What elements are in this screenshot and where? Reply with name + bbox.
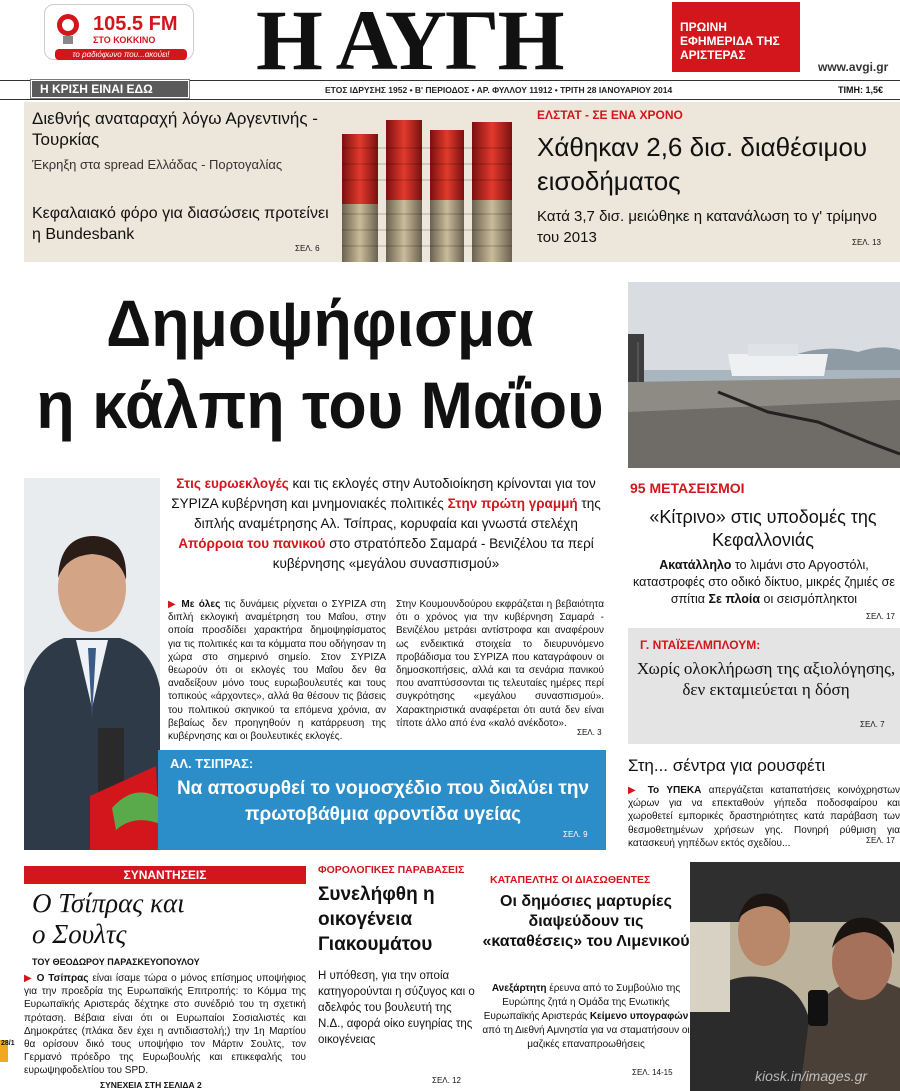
- tax-body: Η υπόθεση, για την οποία κατηγορούνται η σύζυγος και ο αδελφός του βουλευτή της Ν.Δ., αφορά οίκο ευγηρίας της οικογένειας: [318, 970, 475, 1046]
- synantiseis-lead: Ο Τσίπρας: [36, 973, 89, 984]
- quake-body-bold-1: Ακατάλληλο: [659, 558, 732, 572]
- tax-headline[interactable]: Συνελήφθη η οικογένεια Γιακουμάτου: [318, 884, 435, 955]
- intl-turmoil-headline[interactable]: Διεθνής αναταραχή λόγω Αργεντινής - Τουρκίας: [32, 109, 318, 149]
- arrow-icon: ▶: [24, 973, 33, 984]
- arrow-icon: ▶: [168, 599, 178, 610]
- continued-ref: ΣΥΝΕΧΕΙΑ ΣΤΗ ΣΕΛΙΔΑ 2: [100, 1080, 202, 1090]
- lead-text-1: και τις εκλογές στην Αυτοδιοίκηση κρίνονται για τον ΣΥΡΙΖΑ κυβέρνηση και μνημονιακές πολιτικές: [171, 476, 596, 511]
- health-bill-kicker: ΑΛ. ΤΣΙΠΡΑΣ:: [170, 756, 254, 771]
- spread-subhead: Έκρηξη στα spread Ελλάδας - Πορτογαλίας: [32, 157, 283, 172]
- lead-text-3: στο στρατόπεδο Σαμαρά - Βενιζέλου τα περί κυβέρνησης «μεγάλου συνασπισμού»: [272, 536, 594, 571]
- page-ref: ΣΕΛ. 13: [852, 238, 881, 247]
- synantiseis-text: είναι ίσαμε τώρα ο μόνος επίσημος υποψήφιος για την προεδρία της Ευρωπαϊκής Επιτροπής: το Κόμμα της Ευρωπαϊκής Αριστεράς δέχτηκε στο συνέδριό του τη σχετική πρόταση. Βέβαια είναι ότι οι Ευρωπαίοι Σοσιαλιστές και Δημοκράτες (πλάκα δεν έχει η αντιδιαστολή;) την 1η Μαρτίου θα ορίσουν δικό τους υποψήφιο τον Μάρτιν Σουλτς, τον Γερμανό πρόεδρο της Ευρωβουλής και επικεφαλής του ευρωψηφοδελτίου του SPD.: [24, 973, 306, 1077]
- tax-kicker: ΦΟΡΟΛΟΓΙΚΕΣ ΠΑΡΑΒΑΣΕΙΣ: [318, 864, 465, 876]
- survivors-bold-1: Ανεξάρτητη: [491, 983, 547, 994]
- protest-photo: [690, 862, 900, 1091]
- section-label: [30, 79, 190, 99]
- radio-ad[interactable]: [44, 4, 194, 60]
- tagline-box: ΠΡΩΙΝΗ ΕΦΗΜΕΡΙΔΑ ΤΗΣ ΑΡΙΣΤΕΡΑΣ: [672, 2, 800, 72]
- newspaper-logo[interactable]: Η ΑΥΓΗ: [256, 0, 563, 88]
- health-bill-headline[interactable]: Να αποσυρθεί το νομοσχέδιο που διαλύει την πρωτοβάθμια φροντίδα υγείας: [176, 778, 590, 825]
- survivors-kicker: ΚΑΤΑΠΕΛΤΗΣ ΟΙ ΔΙΑΣΩΘΕΝΤΕΣ: [490, 874, 651, 886]
- consumption-subhead: Κατά 3,7 δισ. μειώθηκε η κατανάλωση το γ' τρίμηνο του 2013: [537, 208, 877, 246]
- dijsselbloem-kicker: Γ. ΝΤΑΪΣΕΛΜΠΛΟΥΜ:: [640, 638, 761, 652]
- quake-body: [628, 557, 900, 608]
- main-story-col1: [168, 598, 386, 743]
- website-link[interactable]: www.avgi.gr: [818, 60, 889, 74]
- survivors-body: [482, 982, 690, 1052]
- sentra-text: απεργάζεται καταπατήσεις κοινόχρηστων χώρων για να επεκταθούν γήπεδα ποδοσφαίρου και χωροθετεί εμπορικές δραστηριότητες κατά παράβαση των θεσμοθετημένων χρήσεων γης. Πονηρή ρύθμιση για κατασκευή γηπέδων εκτός σχεδίου...: [628, 785, 900, 849]
- quake-kicker: 95 ΜΕΤΑΣΕΙΣΜΟΙ: [630, 480, 745, 496]
- section-label-text: Η ΚΡΙΣΗ ΕΙΝΑΙ ΕΔΩ: [32, 81, 188, 97]
- survivors-text-1: έρευνα από το Συμβούλιο της Ευρώπης ζητά η Ομάδα της Ενωτικής Ευρωπαϊκής Αριστεράς: [483, 983, 681, 1022]
- radio-frequency: 105.5 FM: [93, 13, 178, 35]
- page-ref: ΣΕΛ. 7: [860, 720, 885, 729]
- page-ref: ΣΕΛ. 17: [866, 612, 895, 621]
- sentra-lead: Το ΥΠΕΚΑ: [647, 785, 702, 796]
- survivors-headline[interactable]: Οι δημόσιες μαρτυρίες διαψεύδουν τις «καταθέσεις» του Λιμενικού: [482, 893, 690, 950]
- synantiseis-kicker: ΣΥΝΑΝΤΗΣΕΙΣ: [24, 866, 306, 884]
- main-story-col2: Στην Κουμουνδούρου εκφράζεται η βεβαιότητα ότι ο χρόνος για την κυβέρνηση Σαμαρά - Βενιζέλου μετράει αντίστροφα και αναφέρουν ως ενδεικτικά στοιχεία το διευρυνόμενο προβάδισμα του ΣΥΡΙΖΑ που καταγράφουν οι δημοσκοπήσεις, αλλά και τα σενάρια πανικού που αναπτύσσονται τις τελευταίες ημέρες περί συγκρότησης «μεγάλου συνασπισμού». Χαρακτηριστικά αναφέρεται ότι αυτά δεν είναι τίποτε άλλο από ένα «καλό ανέκδοτο».: [396, 599, 604, 729]
- coin-stacks-image: [338, 114, 520, 262]
- col1-text: τις δυνάμεις ρίχνεται ο ΣΥΡΙΖΑ στη διπλή εκλογική αναμέτρηση του Μαΐου, στην οποία προσδίδει χαρακτήρα δημοψηφίσματος για τις πολιτικές και τα κόμματα που οδήγησαν τη χώρα στο σημερινό σημείο. Στον ΣΥΡΙΖΑ θεωρούν ότι οι εκλογές του Μαΐου δεν θα αναδείξουν μόνο τους ευρωβουλευτές και τους τοπικούς «άρχοντες», αλλά θα θέσουν τις βάσεις του πολιτικού σκηνικού τα επόμενα χρόνια, αν βεβαίως δεν προηγηθούν η κατάρρευση της κυβέρνησης και οι βουλευτικές εκλογές.: [168, 599, 386, 743]
- quake-body-text-1: το λιμάνι στο Αργοστόλι, καταστροφές στο οδικό δίκτυο, μικρές ζημιές σε σπίτια: [633, 558, 895, 606]
- lightbulb-icon: [53, 11, 83, 51]
- main-headline-line1: Δημοψήφισμα: [106, 286, 534, 360]
- lead-highlight-1: Στις ευρωεκλογές: [176, 476, 289, 491]
- lead-highlight-2: Στην πρώτη γραμμή: [447, 496, 578, 511]
- lead-text-2: της διπλής αναμέτρησης Αλ. Τσίπρας, κορυφαία και γνωστά στελέχη: [194, 496, 601, 531]
- synantiseis-headline[interactable]: [32, 888, 202, 950]
- survivors-bold-2: Κείμενο υπογραφών: [589, 1011, 689, 1022]
- page-ref: ΣΕΛ. 3: [577, 728, 602, 737]
- main-headline-line2: η κάλπη του Μαΐου: [36, 368, 604, 442]
- issue-info: ΕΤΟΣ ΙΔΡΥΣΗΣ 1952 • Β' ΠΕΡΙΟΔΟΣ • ΑΡ. ΦΥΛΛΟΥ 11912 • ΤΡΙΤΗ 28 ΙΑΝΟΥΑΡΙΟΥ 2014: [325, 85, 673, 95]
- synantiseis-body: [24, 972, 306, 1078]
- author-byline: ΤΟΥ ΘΕΟΔΩΡΟΥ ΠΑΡΑΣΚΕΥΟΠΟΥΛΟΥ: [32, 957, 200, 967]
- col1-lead: Με όλες: [181, 599, 221, 610]
- page-ref: ΣΕΛ. 9: [563, 830, 588, 839]
- quake-headline[interactable]: «Κίτρινο» στις υποδομές της Κεφαλλονιάς: [649, 507, 877, 550]
- argostoli-port-photo: [628, 282, 900, 468]
- bundesbank-headline[interactable]: Κεφαλαιακό φόρο για διασώσεις προτείνει η Bundesbank: [32, 205, 329, 243]
- watermark: kiosk.in/images.gr: [755, 1068, 868, 1084]
- synantiseis-headline-text: Ο Τσίπρας και ο Σουλτς: [32, 888, 185, 949]
- radio-station: ΣΤΟ ΚΟΚΚΙΝΟ: [93, 35, 156, 45]
- main-headline[interactable]: [35, 282, 605, 446]
- dijsselbloem-headline[interactable]: Χωρίς ολοκλήρωση της αξιολόγησης, δεν εκταμιεύεται η δόση: [636, 659, 896, 699]
- page-ref: ΣΕΛ. 12: [432, 1076, 461, 1085]
- side-date: 28/1: [1, 1040, 15, 1047]
- page-ref: ΣΕΛ. 14-15: [632, 1068, 673, 1077]
- sentra-headline[interactable]: Στη... σέντρα για ρουσφέτι: [628, 756, 826, 775]
- quake-body-bold-2: Σε πλοία: [708, 592, 761, 606]
- lead-highlight-3: Απόρροια του πανικού: [178, 536, 326, 551]
- elstat-kicker: ΕΛΣΤΑΤ - ΣΕ ΕΝΑ ΧΡΟΝΟ: [537, 108, 683, 122]
- main-story-lead: [166, 474, 606, 574]
- radio-slogan: το ραδιόφωνο που...ακούει!: [55, 49, 187, 60]
- page-ref: ΣΕΛ. 17: [866, 836, 895, 845]
- sentra-body: [628, 784, 900, 850]
- tsipras-photo: [24, 478, 160, 850]
- survivors-text-2: από τη Διεθνή Αμνηστία για να σταματήσουν οι μαζικές επαναπροωθήσεις: [482, 1025, 690, 1050]
- price: ΤΙΜΗ: 1,5€: [838, 85, 884, 95]
- page-ref: ΣΕΛ. 6: [295, 244, 320, 253]
- arrow-icon: ▶: [628, 785, 641, 796]
- income-loss-headline[interactable]: Χάθηκαν 2,6 δισ. διαθέσιμου εισοδήματος: [537, 132, 868, 196]
- quake-body-text-2: οι σεισμόπληκτοι: [760, 592, 858, 606]
